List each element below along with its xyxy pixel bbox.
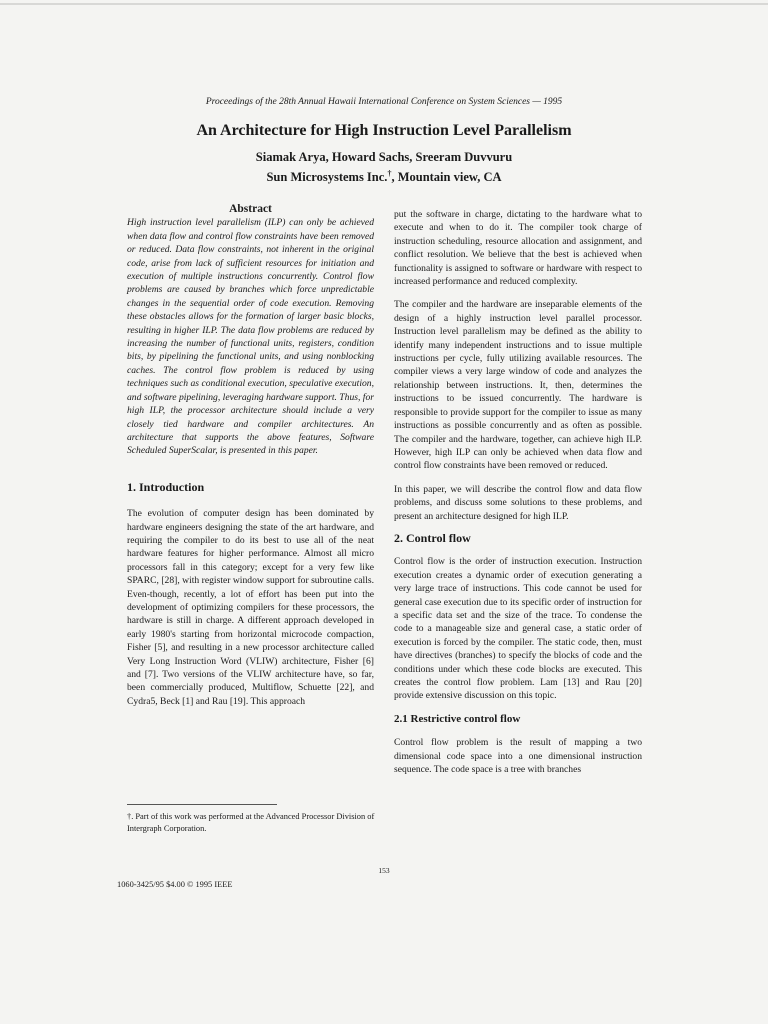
right-paragraph-1: put the software in charge, dictating to the hardware what to execute and when to do it. The compiler took charge of instruction scheduling, resource allocation and assignment, and conflict resolution. We believe that the best is achieved when functionality is assigned to software or hardware with respect to increased performance and reduced complexity.	[394, 209, 642, 288]
scan-edge-line	[0, 3, 768, 5]
right-paragraph-2: The compiler and the hardware are inseparable elements of the design of a highly instruction level parallel processor. Instruction level parallelism may be defined as the ability to identify many independent instructions and to issue multiple instructions per cycle, fully utilizing available resources. The compiler views a very large window of code and analyzes the relationship between instructions. It, then, determines the instructions to be issued concurrently. The hardware is responsible to provide support for the compiler to issue as many instructions as possible concurrently and as often as possible. The compiler and the hardware, together, can achieve high ILP. However, high ILP can only be achieved when data flow and control flow constraints have been removed or reduced.	[394, 299, 642, 472]
affiliation-location: , Mountain view, CA	[391, 170, 502, 185]
right-column	[394, 208, 642, 776]
footnote: †. Part of this work was performed at the Advanced Processor Division of Intergraph Corporation.	[127, 812, 375, 833]
abstract-text: High instruction level parallelism (ILP) can only be achieved when data flow and control flow constraints have been removed or reduced. Data flow constraints, not inherent in the original code, arise from lack of sufficient resources for initiation and execution of multiple instructions concurrently. Control flow problems are caused by branches which force unpredictable changes in the sequential order of code execution. Removing these obstacles allows for the formation of larger basic blocks, resulting in higher ILP. The data flow problems are reduced by increasing the number of functional units, registers, condition bits, by pipelining the functional units, and using nonblocking caches. The control flow problem is reduced by using techniques such as conditional execution, speculative execution, and software pipelining, leveraging hardware support. Thus, for high ILP, the processor architecture should include a very closely tied hardware and compiler architectures. An architecture that supports the above features, Software Scheduled SuperScalar, is presented in this paper.	[127, 217, 374, 457]
right-paragraph-3: In this paper, we will describe the control flow and data flow problems, and discuss some solutions to these problems, and present an architecture designed for high ILP.	[394, 483, 642, 522]
abstract-heading: Abstract	[229, 203, 272, 215]
control-flow-heading: 2. Control flow	[394, 530, 471, 545]
page-number: 153	[378, 866, 390, 875]
proceedings-line: Proceedings of the 28th Annual Hawaii International Conference on System Sciences — 1995	[205, 97, 563, 107]
restrictive-heading: 2.1 Restrictive control flow	[394, 712, 521, 725]
affiliation-footnote-mark: †	[387, 169, 392, 178]
control-flow-text: Control flow is the order of instruction execution. Instruction execution creates a dynamic order of execution generating a very large trace of instructions. This code cannot be used for general case execution due to its specific order of instruction for a specific data set and the size of the trace. To condense the code to a manageable size and general case, a static order of execution is forced by the compiler. The static code, then, must have directives (branches) to specify the blocks of code and the conditions under which these code blocks are executed. This creates the control flow problem. Lam [13] and Rau [20] provide extensive discussion on this topic.	[394, 556, 642, 702]
copyright-notice: 1060-3425/95 $4.00 © 1995 IEEE	[117, 880, 233, 889]
left-column	[127, 203, 374, 708]
footnote-divider	[127, 804, 277, 805]
paper-title: An Architecture for High Instruction Level Parallelism	[196, 122, 572, 139]
intro-heading: 1. Introduction	[127, 479, 205, 494]
affiliation-org: Sun Microsystems Inc.	[266, 170, 388, 185]
restrictive-text: Control flow problem is the result of mapping a two dimensional code space into a one dimensional instruction sequence. The code space is a tree with branches	[394, 737, 642, 776]
paper-affiliation	[0, 169, 768, 185]
paper-authors: Siamak Arya, Howard Sachs, Sreeram Duvvuru	[255, 150, 513, 164]
intro-text: The evolution of computer design has been dominated by hardware engineers designing the state of the art hardware, and requiring the compiler to do its best to use all of the neat hardware features for higher performance. Almost all micro processors fall in this category; except for a very few like SPARC, [28], with register window support for subroutine calls. Even-though, recently, a lot of effort has been put into the development of optimizing compilers for these processors, the hardware is still in charge. A different approach developed in early 1980's starting from horizontal microcode compaction, Fisher [5], and resulting in a new processor architecture called Very Long Instruction Word (VLIW) architecture, Fisher [6] and [7]. Two versions of the VLIW architecture have, so far, been commercially produced, Multiflow, Schuette [22], and Cydra5, Beck [1] and Rau [19]. This approach	[127, 508, 374, 707]
